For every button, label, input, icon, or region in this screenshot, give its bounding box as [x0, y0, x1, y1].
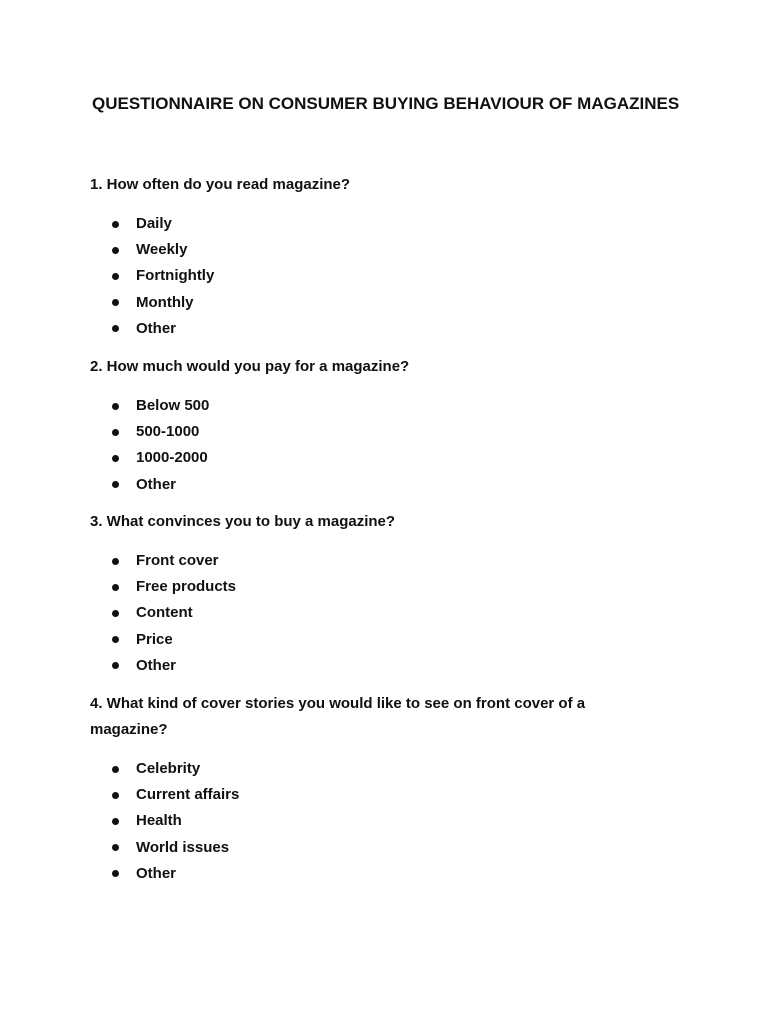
option-label: Other: [136, 656, 177, 674]
list-item: [112, 237, 214, 263]
option-label: 1000-2000: [136, 449, 208, 467]
bullet-icon: [112, 221, 119, 228]
list-item: [112, 627, 236, 653]
list-item: [112, 808, 239, 834]
list-item: [112, 316, 214, 342]
question-3-options: [112, 548, 236, 679]
bullet-icon: [112, 844, 119, 851]
bullet-icon: [112, 584, 119, 591]
bullet-icon: [112, 325, 119, 332]
bullet-icon: [112, 247, 119, 254]
bullet-icon: [112, 299, 119, 306]
list-item: [112, 393, 209, 419]
bullet-icon: [112, 481, 119, 488]
option-label: Content: [136, 604, 193, 622]
option-label: Fortnightly: [136, 267, 215, 285]
option-label: Daily: [136, 215, 172, 233]
list-item: [112, 756, 239, 782]
question-2: 2. How much would you pay for a magazine?: [90, 358, 410, 375]
option-label: Current affairs: [136, 786, 240, 804]
option-label: Health: [136, 812, 182, 830]
bullet-icon: [112, 870, 119, 877]
bullet-icon: [112, 403, 119, 410]
question-1: 1. How often do you read magazine?: [90, 176, 351, 193]
question-4-options: [112, 756, 239, 887]
option-label: Monthly: [136, 293, 194, 311]
list-item: [112, 290, 214, 316]
list-item: [112, 574, 236, 600]
list-item: [112, 263, 214, 289]
bullet-icon: [112, 818, 119, 825]
list-item: [112, 835, 239, 861]
list-item: [112, 600, 236, 626]
option-label: Front cover: [136, 552, 219, 570]
list-item: [112, 472, 209, 498]
list-item: [112, 653, 236, 679]
option-label: World issues: [136, 838, 230, 856]
option-label: 500-1000: [136, 423, 200, 441]
list-item: [112, 861, 239, 887]
bullet-icon: [112, 610, 119, 617]
bullet-icon: [112, 455, 119, 462]
bullet-icon: [112, 273, 119, 280]
bullet-icon: [112, 662, 119, 669]
list-item: [112, 211, 214, 237]
option-label: Other: [136, 319, 177, 337]
bullet-icon: [112, 792, 119, 799]
page-title: QUESTIONNAIRE ON CONSUMER BUYING BEHAVIOUR OF MAGAZINES: [92, 94, 680, 113]
bullet-icon: [112, 429, 119, 436]
list-item: [112, 419, 209, 445]
question-2-options: [112, 393, 209, 498]
question-3: 3. What convinces you to buy a magazine?: [90, 513, 396, 530]
list-item: [112, 548, 236, 574]
option-label: Celebrity: [136, 760, 201, 778]
option-label: Price: [136, 630, 173, 648]
option-label: Other: [136, 864, 177, 882]
question-4: 4. What kind of cover stories you would like to see on front cover of a magazine?: [90, 695, 586, 738]
option-label: Below 500: [136, 397, 210, 415]
bullet-icon: [112, 558, 119, 565]
option-label: Free products: [136, 578, 237, 596]
option-label: Weekly: [136, 241, 188, 259]
bullet-icon: [112, 636, 119, 643]
question-1-options: [112, 211, 214, 342]
list-item: [112, 782, 239, 808]
list-item: [112, 445, 209, 471]
option-label: Other: [136, 475, 177, 493]
bullet-icon: [112, 766, 119, 773]
